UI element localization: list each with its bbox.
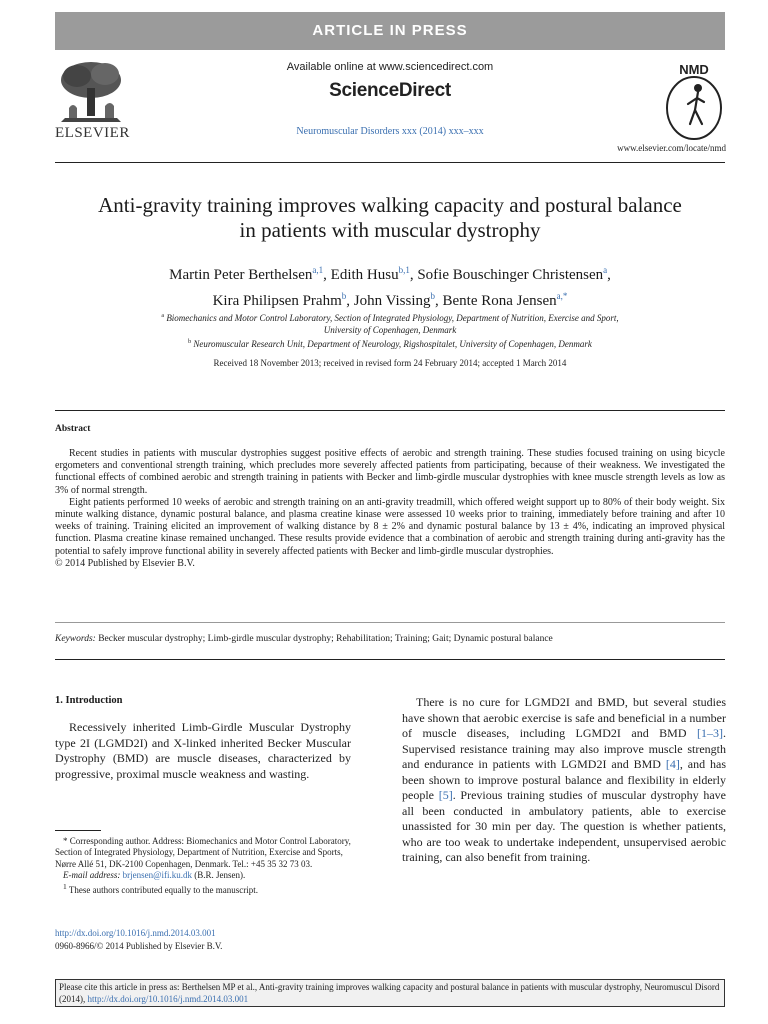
sciencedirect-logo[interactable]: ScienceDirect xyxy=(329,80,451,101)
author-separator: , xyxy=(435,293,443,309)
author-separator: , xyxy=(607,267,611,283)
footnotes xyxy=(55,836,355,896)
author-name: John Vissing xyxy=(353,293,431,309)
corresponding-author-note: * Corresponding author. Address: Biomechanics and Motor Control Laboratory, Section of Integrated Physiology, Department of Nutrition, Exercise and Sports, Nørre Allé 51, DK-2100 Copenhagen, Denmark. Tel.: +45 35 32 73 03. xyxy=(55,836,351,869)
email-label: E-mail address: xyxy=(63,869,121,880)
article-title xyxy=(55,193,725,243)
equal-contribution-note xyxy=(55,881,355,896)
keywords-top-divider xyxy=(55,622,725,623)
nmd-journal-logo xyxy=(662,58,726,142)
author-separator: , xyxy=(346,293,354,309)
footnote-divider xyxy=(55,830,101,831)
author-affiliation-mark[interactable]: a xyxy=(603,265,608,275)
affiliation-mark: a xyxy=(161,313,165,319)
author-name: Bente Rona Jensen xyxy=(442,293,557,309)
author-separator: , xyxy=(323,267,331,283)
keywords-bottom-divider xyxy=(55,659,725,660)
author-name: Edith Husu xyxy=(330,267,399,283)
available-online-text[interactable]: Available online at www.sciencedirect.com xyxy=(286,61,494,73)
intro-left-column xyxy=(55,695,351,782)
body-text-span: . Supervised resistance training may also improve muscle strength and endurance in patients with LGMD2I and BMD xyxy=(402,726,726,771)
reference-link[interactable]: [1–3] xyxy=(697,726,723,740)
affiliation-mark: b xyxy=(188,339,192,345)
abstract-body xyxy=(55,448,725,570)
reference-link[interactable]: [4] xyxy=(665,757,680,771)
abstract-heading: Abstract xyxy=(55,424,91,434)
author-name: Martin Peter Berthelsen xyxy=(169,267,313,283)
title-line-2: in patients with muscular dystrophy xyxy=(239,218,541,242)
body-text-span: , and has been shown to improve postural balance and flexibility in elderly people xyxy=(402,757,726,802)
header-divider xyxy=(55,162,725,163)
affiliations xyxy=(90,310,690,350)
doi-link[interactable]: http://dx.doi.org/10.1016/j.nmd.2014.03.001 xyxy=(55,928,216,938)
email-link[interactable]: brjensen@ifi.ku.dk xyxy=(122,869,192,880)
affiliation-text: University of Copenhagen, Denmark xyxy=(323,325,457,335)
author-affiliation-mark[interactable]: a,1 xyxy=(312,265,324,275)
title-line-1: Anti-gravity training improves walking capacity and postural balance xyxy=(98,193,682,217)
email-note xyxy=(55,870,355,881)
journal-homepage-link[interactable]: www.elsevier.com/locate/nmd xyxy=(617,143,726,153)
body-text-span: . Previous training studies of muscular dystrophy have all been conducted in ambulatory patients, able to exercise unassisted for 30 min per day. The question is whether patients, who are too weak to undertake independent, unsupervised aerobic training, can also benefit from training. xyxy=(402,788,726,864)
author-affiliation-mark[interactable]: a,* xyxy=(556,291,568,301)
abstract-copyright: © 2014 Published by Elsevier B.V. xyxy=(55,557,195,569)
article-in-press-banner: ARTICLE IN PRESS xyxy=(55,12,725,50)
journal-citation-line[interactable]: Neuromuscular Disorders xxx (2014) xxx–xxx xyxy=(296,126,484,137)
keywords-label: Keywords: xyxy=(55,634,96,644)
author-separator: , xyxy=(409,267,418,283)
author-name: Sofie Bouschinger Christensen xyxy=(417,267,604,283)
affiliation-text: Neuromuscular Research Unit, Department of Neurology, Rigshospitalet, University of Copenhagen, Denmark xyxy=(193,339,592,349)
citation-doi-link[interactable]: http://dx.doi.org/10.1016/j.nmd.2014.03.001 xyxy=(87,994,249,1004)
author-list xyxy=(80,260,700,312)
author-affiliation-mark[interactable]: b xyxy=(430,291,436,301)
keywords-text: Becker muscular dystrophy; Limb-girdle muscular dystrophy; Rehabilitation; Training; Gait; Dynamic postural balance xyxy=(98,634,553,644)
equal-contribution-text: These authors contributed equally to the manuscript. xyxy=(68,885,259,896)
received-dates: Received 18 November 2013; received in revised form 24 February 2014; accepted 1 March 2014 xyxy=(213,358,567,368)
author-name: Kira Philipsen Prahm xyxy=(212,293,342,309)
author-affiliation-mark[interactable]: b xyxy=(341,291,347,301)
abstract-paragraph: Recent studies in patients with muscular dystrophies suggest positive effects of aerobic and strength training. These studies focused training on using bicycle ergometers and conventional strength training, which precludes more severely affected patients from participating, because of their weakness. We investigated the functional effects of combined aerobic and strength training in patients with Becker and limb-girdle muscular dystrophies with knee muscle strength levels as low as 3% of normal strength. xyxy=(55,448,725,496)
body-text-span: There is no cure for LGMD2I and BMD, but several studies have shown that aerobic exercise is safe and beneficial in a number of muscle diseases, including LGMD2I and BMD xyxy=(402,695,726,740)
intro-right-column xyxy=(402,695,726,866)
abstract-top-divider xyxy=(55,410,725,411)
affiliation-text: Biomechanics and Motor Control Laboratory, Section of Integrated Physiology, Department of Nutrition, Exercise and Sport, xyxy=(166,313,619,323)
email-suffix: (B.R. Jensen). xyxy=(191,869,246,880)
elsevier-wordmark: ELSEVIER xyxy=(55,125,130,141)
reference-link[interactable]: [5] xyxy=(438,788,453,802)
issn-line: 0960-8966/© 2014 Published by Elsevier B.V. xyxy=(55,941,223,951)
footnote-mark: 1 xyxy=(63,882,67,892)
intro-paragraph xyxy=(402,695,726,866)
section-heading: 1. Introduction xyxy=(55,695,123,706)
intro-paragraph: Recessively inherited Limb-Girdle Muscular Dystrophy type 2I (LGMD2I) and X-linked inherited Becker Muscular Dystrophy (BMD) are muscle diseases, characterized by progressive, proximal muscle weakness and wasting. xyxy=(55,720,351,781)
citation-box xyxy=(55,979,725,1007)
author-affiliation-mark[interactable]: b,1 xyxy=(398,265,410,275)
citation-text: Please cite this article in press as: Berthelsen MP et al., Anti-gravity training improves walking capacity and postural balance in patients with muscular dystrophy, Neuromuscul Disord (2014), xyxy=(59,982,720,1004)
nmd-logo-text: NMD xyxy=(679,62,709,77)
abstract-paragraph: Eight patients performed 10 weeks of aerobic and strength training on an anti-gravity treadmill, which offered weight support up to 80% of their body weight. Six minute walking distance, dynamic postural balance, and plasma creatine kinase were assessed 10 weeks prior to training, immediately before training and after 10 weeks of training. Training elicited an improvement of walking distance by 8 ± 2% and dynamic postural balance by 13 ± 4%, indicating an improved physical function. Plasma creatine kinase remained unchanged. These results provide evidence that a combination of aerobic and strength training during anti-gravity has the potential to safely improve functional ability in severely affected patients with Becker and limb-girdle muscular dystrophies. xyxy=(55,496,725,557)
keywords-line xyxy=(55,634,725,644)
